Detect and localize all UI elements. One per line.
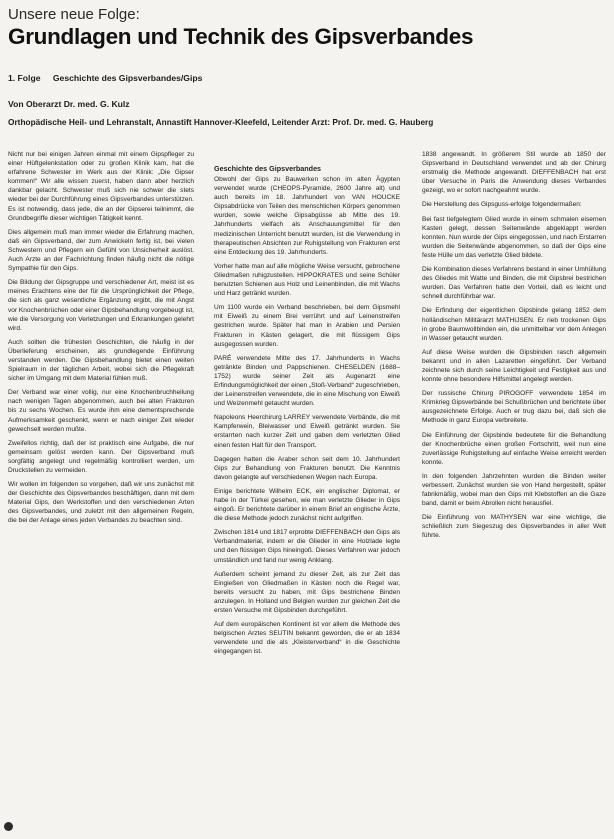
paragraph: Einige berichtete Wilhelm ECK, ein englischer Diplomat, er habe in der Türkei gesehen, wie man verletzte Glieder in Gips eingoß. Er berichtete darüber in einem Brief an englische Ärzte, die diese Methode jedoch zunächst nicht aufgriffen. — [214, 487, 400, 523]
paragraph: Dagegen hatten die Araber schon seit dem 10. Jahrhundert Gips zur Behandlung von Frakturen benutzt. Die Kenntnis davon gelangte auf verschiedenen Wegen nach Europa. — [214, 455, 400, 481]
paragraph: Zweifellos richtig, daß der ist praktisch eine Aufgabe, die nur gemeinsam gelöst werden kann. Der Gipsverband muß sorgfältig angelegt und regelmäßig kontrolliert werden, um Druckstellen zu vermeiden. — [8, 439, 194, 474]
paragraph: 1838 angewandt. In größerem Stil wurde ab 1850 der Gipsverband in Deutschland verwendet und ab der Chirurg erstmalig die Methode angewandt. DIEFFENBACH hat erst über Versuche in Paris die Anwendung dieses Verbandes gezeigt, wo er sofort nachgeahmt wurde. — [422, 151, 606, 195]
paragraph: In den folgenden Jahrzehnten wurden die Binden weiter verbessert. Zunächst wurden sie von Hand hergestellt, später fabrikmäßig, wobei man den Gips mit Klebstoffen an die Gaze band, damit er beim Abrollen nicht herausfiel. — [422, 472, 606, 508]
paragraph: Bei fast tiefgelegtem Glied wurde in einem schmalen eisernen Kasten gelegt, dessen Seitenwände abgeklappt werden konnten. Nun wurde der Gips eingegossen, und nach Erstarren wurden die Seitenwände abgenommen, so daß der Gips eine feste Hülle um das verletzte Glied bildete. — [422, 215, 606, 259]
affiliation: Orthopädische Heil- und Lehranstalt, Annastift Hannover-Kleefeld, Leitender Arzt: Prof. Dr. med. G. Hauberg — [8, 117, 434, 127]
section-marker-dot — [4, 822, 13, 831]
paragraph: Die Einführung der Gipsbinde bedeutete für die Behandlung der Knochenbrüche einen großen Fortschritt, weil nun eine zuverlässige Ruhigstellung auf einfache Weise erreicht werden konnte. — [422, 431, 606, 466]
text-column-3 — [422, 150, 606, 834]
paragraph: Auch sollten die frühesten Geschichten, die häufig in der Überlieferung erscheinen, als grundlegende Einführung verstanden werden. Die Gipsbehandlung bietet einen weiten Spielraum in der täglichen Arbeit, wobei sich die Pflegekraft sicher im Umgang mit dem Material fühlen muß. — [8, 338, 194, 383]
paragraph: Nicht nur bei einigen Jahren einmal mit einem Gipspfleger zu einer Hüftgelenkstation oder zu großen Klinik kam, hat die erfahrene Schwester im Werk aus der Klinik: „Die Gipser kommen!“ Wir alle wissen zuerst, haben dann aber herzlich dankbar gelacht. Schwester muß sich nie schwer die stets wieder bei der Durchführung eines Gipsverbandes unterstützen. Es ist notwendig, dass jede, die an der Gipserei teilnimmt, die Grundbegriffe dieser wichtigen Tätigkeit kennt. — [8, 151, 194, 222]
series-kicker: Unsere neue Folge: — [8, 6, 140, 23]
paragraph: Zwischen 1814 und 1817 erprobte DIEFFENBACH den Gips als Verbandmaterial, indem er die Glieder in eine Holzlade legte und den flüssigen Gips hineingoß. Dieses Verfahren war jedoch umständlich und fand nur wenig Anklang. — [214, 529, 400, 564]
paragraph: Die Kombination dieses Verfahrens bestand in einer Umhüllung des Gliedes mit Watte und Binden, die mit Gipsbrei bestrichen wurden. Das Verfahren hatte den Vorteil, daß es leicht und schnell durchführbar war. — [422, 266, 606, 301]
paragraph: Auf dem europäischen Kontinent ist vor allem die Methode des belgischen Arztes SEUTIN bekannt geworden, die er ab 1834 verwendete und die als „Kleisterverband“ in die Geschichte eingegangen ist. — [214, 621, 400, 656]
paragraph: Obwohl der Gips zu Bauwerken schon im alten Ägypten verwendet wurde (CHEOPS-Pyramide, 2600 Jahre alt) und auch bereits im 18. Jahrhundert von VAN HOUCKE Gipsabdrücke von Teilen des menschlichen Körpers genommen wurden, sowie welche Gipsabgüsse ab Mitte des 19. Jahrhunderts vielfach als Anschauungsmittel für den medizinischen Unterricht benutzt wurden, ist die Verwendung in therapeutischen Absichten zur Ruhigstellung von Frakturen erst eine Entdeckung des 19. Jahrhunderts. — [214, 176, 400, 256]
paragraph: Um 1100 wurde ein Verband beschrieben, bei dem Gipsmehl mit Eiweiß zu einem Brei verrührt und auf Leinenstreifen gestrichen wurde. Später hat man in Arabien und Persien Frakturen in Kästen gelagert, die mit flüssigem Gips ausgegossen wurden. — [214, 304, 400, 348]
paragraph: Vorher hatte man auf alle mögliche Weise versucht, gebrochene Gliedmaßen ruhigzustellen. HIPPOKRATES und seine Schüler benutzten Schienen aus Holz und Leinenbinden, die mit Wachs und Harz getränkt wurden. — [214, 262, 400, 298]
series-title: Geschichte des Gipsverbandes/Gips — [52, 73, 203, 83]
paragraph: Die Bildung der Gipsgruppe und verschiedener Art, meist ist es meines Erachtens eine der für die Ursprünglichkeit der Pflege, die sich als ganz wesentliche Ergänzung ergibt, die mit Angst vor Knochenbrüchen oder einer Gipsbehandlung vorgebeugt ist, wie die Versorgung von Verletzungen und Erkrankungen gelehrt wird. — [8, 279, 194, 332]
paragraph: Auf diese Weise wurden die Gipsbinden rasch allgemein bekannt und in allen Lazaretten eingeführt. Der Verband zeichnete sich durch seine Leichtigkeit und Festigkeit aus und konnte ohne besondere Hilfsmittel angelegt werden. — [422, 348, 606, 384]
text-column-1 — [8, 150, 194, 834]
paragraph: Der russische Chirurg PIROGOFF verwendete 1854 im Krimkrieg Gipsverbände bei Schußbrüchen und berichtete über ausgezeichnete Erfolge. Auch er trug dazu bei, daß sich die Methode in ganz Europa verbreitete. — [422, 390, 606, 425]
text-column-2 — [214, 164, 400, 834]
paragraph: Die Herstellung des Gipsguss-erfolge folgendermaßen: — [422, 201, 582, 209]
paragraph: Dies allgemein muß man immer wieder die Erfahrung machen, daß ein Gipsverband, der zum Anwickeln fertig ist, bei vielen Schwestern und Pflegern ein Gefühl von Unsicherheit auslöst. Auch Arzte an der Fachrichtung finden häufig nicht die nötige Sympathie für den Gips. — [8, 228, 194, 273]
section-heading: Geschichte des Gipsverbandes — [214, 164, 322, 173]
paragraph: Außerdem scheint jemand zu dieser Zeit, als zur Zeit das Eingießen von Gliedmaßen in Kästen noch die Regel war, bereits versucht zu haben, mit Gips bestrichene Binden anzulegen. In Holland und Belgien wurden zur gleichen Zeit die ersten Versuche mit Gipsbinden durchgeführt. — [214, 570, 400, 615]
paragraph: PARÉ verwendete Mitte des 17. Jahrhunderts in Wachs getränkte Binden und Pappschienen. CHESELDEN (1688–1752) wurde seiner Zeit als Augenarzt eine Erfindungsmöglichkeit der einen „Stoß-Verband“ zugeschrieben, der Leinenstreifen verwendete, die in eine Mischung von Eiweiß und Weizenmehl getaucht wurden. — [214, 354, 400, 408]
paragraph: Napoleons Heerchirurg LARREY verwendete Verbände, die mit Kampferwein, Bleiwasser und Eiweiß getränkt wurden. Sie erstarrten nach kurzer Zeit und gaben dem verletzten Glied einen festen Halt für den Transport. — [214, 414, 400, 449]
paragraph: Die Einführung von MATHYSEN war eine wichtige, die schließlich zum Siegeszug des Gipsverbandes in aller Welt führte. — [422, 514, 606, 540]
paragraph: Wir wollen im folgenden so vorgehen, daß wir uns zunächst mit der Geschichte des Gipsverbandes beschäftigen, dann mit dem Material Gips, den Werkstoffen und den verschiedenen Arten des Gipsverbandes, und zuletzt mit den allgemeinen Regeln, die bei der Anlage eines jeden Verbandes zu beachten sind. — [8, 481, 194, 525]
article-title: Grundlagen und Technik des Gipsverbandes — [8, 24, 474, 49]
paragraph: Die Erfindung der eigentlichen Gipsbinde gelang 1852 dem holländischen Militärarzt MATHIJSEN. Er rieb trockenen Gips in grobe Baumwollbinden ein, die unmittelbar vor dem Anlegen in Wasser getaucht wurden. — [422, 307, 606, 342]
paragraph: Der Verband war einer vollig, nur eine Knochenbruchheilung nach wenigen Tagen abgenommen, auch bei alten Frakturen bis zu sechs Wochen. Es wurde ihm eine dementsprechende Aufmerksamkeit geschenkt, wenn er nach einiger Zeit wieder gewechselt werden mußte. — [8, 389, 194, 433]
byline: Von Oberarzt Dr. med. G. Kulz — [8, 99, 130, 109]
series-number: 1. Folge — [8, 73, 41, 83]
series-line — [8, 73, 202, 83]
